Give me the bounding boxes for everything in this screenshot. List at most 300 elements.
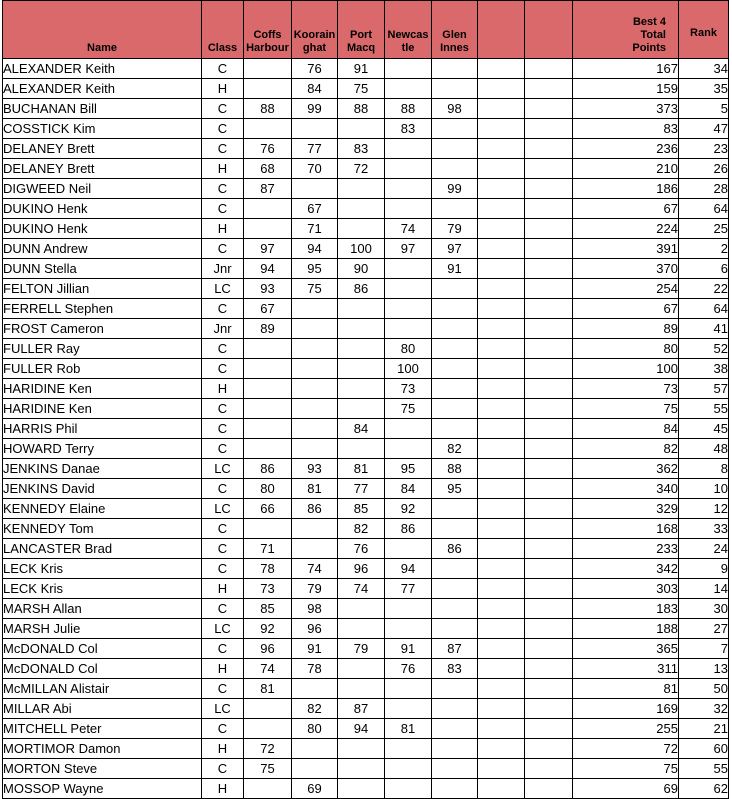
cell-rank: 47 xyxy=(679,119,729,139)
cell-name: MARSH Allan xyxy=(3,599,202,619)
cell-port-macq xyxy=(338,599,385,619)
cell-empty-2 xyxy=(525,139,573,159)
cell-glen-innes xyxy=(432,119,478,139)
cell-koorainghat: 82 xyxy=(292,699,338,719)
cell-empty-1 xyxy=(478,479,525,499)
table-row xyxy=(3,239,729,259)
cell-glen-innes: 87 xyxy=(432,639,478,659)
cell-class: H xyxy=(202,219,244,239)
cell-newcastle xyxy=(385,319,432,339)
header-empty-1 xyxy=(478,1,525,59)
cell-newcastle xyxy=(385,179,432,199)
cell-port-macq: 76 xyxy=(338,539,385,559)
results-table xyxy=(2,0,729,799)
cell-port-macq: 75 xyxy=(338,79,385,99)
cell-coffs-harbour xyxy=(244,219,292,239)
cell-class: H xyxy=(202,379,244,399)
cell-class: C xyxy=(202,199,244,219)
cell-rank: 12 xyxy=(679,499,729,519)
cell-rank: 34 xyxy=(679,59,729,79)
cell-port-macq xyxy=(338,619,385,639)
cell-coffs-harbour: 86 xyxy=(244,459,292,479)
table-row xyxy=(3,539,729,559)
cell-total-points: 183 xyxy=(573,599,679,619)
cell-empty-1 xyxy=(478,759,525,779)
cell-empty-1 xyxy=(478,299,525,319)
cell-newcastle: 76 xyxy=(385,659,432,679)
cell-rank: 8 xyxy=(679,459,729,479)
cell-total-points: 82 xyxy=(573,439,679,459)
cell-newcastle: 83 xyxy=(385,119,432,139)
cell-rank: 32 xyxy=(679,699,729,719)
cell-name: DIGWEED Neil xyxy=(3,179,202,199)
cell-empty-2 xyxy=(525,619,573,639)
cell-glen-innes xyxy=(432,679,478,699)
cell-empty-1 xyxy=(478,559,525,579)
table-row xyxy=(3,159,729,179)
cell-port-macq xyxy=(338,739,385,759)
cell-empty-2 xyxy=(525,419,573,439)
cell-koorainghat: 91 xyxy=(292,639,338,659)
cell-name: LECK Kris xyxy=(3,579,202,599)
cell-glen-innes: 82 xyxy=(432,439,478,459)
table-row xyxy=(3,79,729,99)
cell-port-macq: 96 xyxy=(338,559,385,579)
cell-glen-innes xyxy=(432,299,478,319)
cell-glen-innes xyxy=(432,79,478,99)
cell-newcastle: 94 xyxy=(385,559,432,579)
cell-glen-innes xyxy=(432,719,478,739)
cell-name: BUCHANAN Bill xyxy=(3,99,202,119)
cell-port-macq: 90 xyxy=(338,259,385,279)
cell-empty-1 xyxy=(478,699,525,719)
cell-coffs-harbour: 87 xyxy=(244,179,292,199)
cell-koorainghat: 71 xyxy=(292,219,338,239)
cell-coffs-harbour: 68 xyxy=(244,159,292,179)
table-row xyxy=(3,199,729,219)
cell-rank: 2 xyxy=(679,239,729,259)
cell-empty-2 xyxy=(525,599,573,619)
cell-total-points: 303 xyxy=(573,579,679,599)
table-row xyxy=(3,479,729,499)
cell-name: MORTON Steve xyxy=(3,759,202,779)
cell-empty-2 xyxy=(525,199,573,219)
cell-koorainghat: 76 xyxy=(292,59,338,79)
cell-name: DELANEY Brett xyxy=(3,139,202,159)
cell-total-points: 83 xyxy=(573,119,679,139)
header-newcas-line-1: Newcas xyxy=(387,29,429,41)
cell-class: LC xyxy=(202,459,244,479)
cell-rank: 14 xyxy=(679,579,729,599)
cell-name: McDONALD Col xyxy=(3,659,202,679)
table-row xyxy=(3,379,729,399)
cell-class: C xyxy=(202,119,244,139)
cell-rank: 52 xyxy=(679,339,729,359)
cell-empty-2 xyxy=(525,739,573,759)
cell-empty-2 xyxy=(525,439,573,459)
cell-glen-innes xyxy=(432,159,478,179)
cell-coffs-harbour: 89 xyxy=(244,319,292,339)
table-row xyxy=(3,139,729,159)
cell-empty-2 xyxy=(525,519,573,539)
cell-empty-2 xyxy=(525,499,573,519)
table-row xyxy=(3,619,729,639)
cell-empty-2 xyxy=(525,679,573,699)
cell-newcastle xyxy=(385,739,432,759)
cell-koorainghat: 96 xyxy=(292,619,338,639)
cell-port-macq xyxy=(338,199,385,219)
cell-empty-1 xyxy=(478,779,525,799)
header-class: Class xyxy=(202,1,244,59)
cell-empty-2 xyxy=(525,279,573,299)
cell-empty-2 xyxy=(525,639,573,659)
cell-name: FELTON Jillian xyxy=(3,279,202,299)
cell-koorainghat xyxy=(292,339,338,359)
cell-koorainghat: 70 xyxy=(292,159,338,179)
cell-glen-innes xyxy=(432,359,478,379)
cell-port-macq xyxy=(338,179,385,199)
cell-empty-1 xyxy=(478,159,525,179)
cell-koorainghat: 69 xyxy=(292,779,338,799)
cell-glen-innes xyxy=(432,619,478,639)
table-row xyxy=(3,639,729,659)
cell-name: KENNEDY Elaine xyxy=(3,499,202,519)
cell-rank: 33 xyxy=(679,519,729,539)
cell-glen-innes xyxy=(432,599,478,619)
cell-rank: 26 xyxy=(679,159,729,179)
header-rank: Rank xyxy=(679,1,729,59)
cell-total-points: 89 xyxy=(573,319,679,339)
cell-koorainghat: 94 xyxy=(292,239,338,259)
cell-class: C xyxy=(202,239,244,259)
cell-empty-1 xyxy=(478,179,525,199)
cell-empty-2 xyxy=(525,99,573,119)
table-header xyxy=(3,1,729,59)
table-row xyxy=(3,359,729,379)
cell-name: JENKINS David xyxy=(3,479,202,499)
cell-rank: 55 xyxy=(679,399,729,419)
table-row xyxy=(3,119,729,139)
cell-class: LC xyxy=(202,619,244,639)
cell-total-points: 188 xyxy=(573,619,679,639)
cell-empty-1 xyxy=(478,379,525,399)
cell-port-macq xyxy=(338,119,385,139)
cell-empty-2 xyxy=(525,159,573,179)
cell-port-macq xyxy=(338,219,385,239)
cell-total-points: 236 xyxy=(573,139,679,159)
cell-rank: 25 xyxy=(679,219,729,239)
cell-coffs-harbour xyxy=(244,519,292,539)
cell-glen-innes xyxy=(432,519,478,539)
cell-total-points: 391 xyxy=(573,239,679,259)
cell-port-macq: 88 xyxy=(338,99,385,119)
cell-total-points: 67 xyxy=(573,199,679,219)
cell-name: HARIDINE Ken xyxy=(3,399,202,419)
cell-coffs-harbour xyxy=(244,399,292,419)
cell-port-macq: 100 xyxy=(338,239,385,259)
cell-name: MOSSOP Wayne xyxy=(3,779,202,799)
cell-rank: 22 xyxy=(679,279,729,299)
cell-port-macq xyxy=(338,679,385,699)
cell-class: Jnr xyxy=(202,259,244,279)
cell-empty-1 xyxy=(478,499,525,519)
cell-glen-innes xyxy=(432,399,478,419)
cell-newcastle xyxy=(385,59,432,79)
cell-coffs-harbour: 71 xyxy=(244,539,292,559)
cell-empty-2 xyxy=(525,759,573,779)
cell-coffs-harbour xyxy=(244,379,292,399)
cell-glen-innes xyxy=(432,699,478,719)
cell-empty-2 xyxy=(525,119,573,139)
cell-class: C xyxy=(202,339,244,359)
cell-newcastle xyxy=(385,139,432,159)
header-glen-innes xyxy=(432,1,478,59)
cell-newcastle: 80 xyxy=(385,339,432,359)
cell-class: C xyxy=(202,599,244,619)
cell-rank: 23 xyxy=(679,139,729,159)
cell-name: FULLER Ray xyxy=(3,339,202,359)
cell-newcastle xyxy=(385,679,432,699)
header-name: Name xyxy=(3,1,202,59)
cell-class: LC xyxy=(202,499,244,519)
cell-empty-1 xyxy=(478,679,525,699)
cell-rank: 6 xyxy=(679,259,729,279)
cell-port-macq xyxy=(338,439,385,459)
cell-rank: 35 xyxy=(679,79,729,99)
cell-koorainghat: 81 xyxy=(292,479,338,499)
cell-glen-innes xyxy=(432,59,478,79)
cell-rank: 13 xyxy=(679,659,729,679)
header-coffs-harbour xyxy=(244,1,292,59)
cell-name: DUKINO Henk xyxy=(3,219,202,239)
cell-name: JENKINS Danae xyxy=(3,459,202,479)
cell-port-macq: 77 xyxy=(338,479,385,499)
cell-coffs-harbour: 76 xyxy=(244,139,292,159)
cell-newcastle: 91 xyxy=(385,639,432,659)
cell-class: C xyxy=(202,179,244,199)
cell-coffs-harbour xyxy=(244,59,292,79)
cell-empty-1 xyxy=(478,739,525,759)
cell-total-points: 210 xyxy=(573,159,679,179)
cell-empty-1 xyxy=(478,599,525,619)
header-port-macq xyxy=(338,1,385,59)
cell-class: C xyxy=(202,539,244,559)
cell-class: C xyxy=(202,679,244,699)
cell-name: COSSTICK Kim xyxy=(3,119,202,139)
cell-newcastle: 95 xyxy=(385,459,432,479)
cell-total-points: 69 xyxy=(573,779,679,799)
cell-total-points: 373 xyxy=(573,99,679,119)
table-body xyxy=(3,59,729,799)
cell-coffs-harbour: 96 xyxy=(244,639,292,659)
cell-rank: 41 xyxy=(679,319,729,339)
cell-coffs-harbour: 94 xyxy=(244,259,292,279)
table-row xyxy=(3,579,729,599)
cell-coffs-harbour xyxy=(244,199,292,219)
cell-port-macq: 91 xyxy=(338,59,385,79)
cell-total-points: 186 xyxy=(573,179,679,199)
cell-port-macq: 81 xyxy=(338,459,385,479)
cell-class: H xyxy=(202,79,244,99)
cell-koorainghat xyxy=(292,679,338,699)
cell-coffs-harbour xyxy=(244,699,292,719)
cell-total-points: 255 xyxy=(573,719,679,739)
cell-total-points: 67 xyxy=(573,299,679,319)
cell-port-macq: 86 xyxy=(338,279,385,299)
table-row xyxy=(3,499,729,519)
cell-class: C xyxy=(202,719,244,739)
cell-rank: 5 xyxy=(679,99,729,119)
cell-class: C xyxy=(202,519,244,539)
cell-rank: 57 xyxy=(679,379,729,399)
cell-rank: 45 xyxy=(679,419,729,439)
header-koorain-line-1: Koorain xyxy=(293,29,336,41)
table-row xyxy=(3,659,729,679)
table-row xyxy=(3,339,729,359)
header-points-line-1: Best 4 xyxy=(632,16,666,28)
cell-koorainghat xyxy=(292,359,338,379)
cell-newcastle xyxy=(385,199,432,219)
cell-total-points: 370 xyxy=(573,259,679,279)
table-row xyxy=(3,299,729,319)
cell-coffs-harbour: 74 xyxy=(244,659,292,679)
cell-empty-2 xyxy=(525,259,573,279)
cell-name: FROST Cameron xyxy=(3,319,202,339)
table-row xyxy=(3,459,729,479)
table-row xyxy=(3,399,729,419)
cell-empty-1 xyxy=(478,79,525,99)
cell-name: DUKINO Henk xyxy=(3,199,202,219)
header-newcas-line-2: tle xyxy=(401,42,415,54)
cell-newcastle xyxy=(385,539,432,559)
cell-koorainghat: 75 xyxy=(292,279,338,299)
cell-class: H xyxy=(202,159,244,179)
cell-coffs-harbour: 73 xyxy=(244,579,292,599)
cell-empty-2 xyxy=(525,539,573,559)
cell-empty-2 xyxy=(525,339,573,359)
cell-coffs-harbour xyxy=(244,339,292,359)
cell-class: C xyxy=(202,439,244,459)
cell-rank: 60 xyxy=(679,739,729,759)
cell-koorainghat: 98 xyxy=(292,599,338,619)
cell-glen-innes: 91 xyxy=(432,259,478,279)
cell-coffs-harbour: 93 xyxy=(244,279,292,299)
cell-glen-innes: 88 xyxy=(432,459,478,479)
cell-glen-innes xyxy=(432,379,478,399)
cell-koorainghat xyxy=(292,179,338,199)
cell-name: HARIDINE Ken xyxy=(3,379,202,399)
header-koorain-line-2: ghat xyxy=(302,42,327,54)
cell-name: McDONALD Col xyxy=(3,639,202,659)
table-row xyxy=(3,739,729,759)
cell-empty-2 xyxy=(525,699,573,719)
cell-glen-innes: 79 xyxy=(432,219,478,239)
cell-rank: 38 xyxy=(679,359,729,379)
cell-empty-1 xyxy=(478,119,525,139)
cell-empty-1 xyxy=(478,359,525,379)
cell-empty-2 xyxy=(525,79,573,99)
cell-port-macq: 79 xyxy=(338,639,385,659)
cell-empty-2 xyxy=(525,779,573,799)
table-row xyxy=(3,179,729,199)
cell-newcastle: 100 xyxy=(385,359,432,379)
cell-newcastle: 74 xyxy=(385,219,432,239)
cell-empty-1 xyxy=(478,199,525,219)
cell-port-macq xyxy=(338,759,385,779)
cell-newcastle xyxy=(385,419,432,439)
cell-glen-innes xyxy=(432,419,478,439)
cell-empty-1 xyxy=(478,439,525,459)
cell-koorainghat xyxy=(292,439,338,459)
table-row xyxy=(3,779,729,799)
cell-empty-2 xyxy=(525,399,573,419)
cell-koorainghat: 86 xyxy=(292,499,338,519)
cell-glen-innes xyxy=(432,499,478,519)
cell-empty-1 xyxy=(478,639,525,659)
cell-total-points: 329 xyxy=(573,499,679,519)
cell-coffs-harbour xyxy=(244,419,292,439)
cell-name: FULLER Rob xyxy=(3,359,202,379)
cell-rank: 27 xyxy=(679,619,729,639)
cell-class: H xyxy=(202,579,244,599)
cell-koorainghat: 78 xyxy=(292,659,338,679)
cell-total-points: 340 xyxy=(573,479,679,499)
cell-koorainghat: 93 xyxy=(292,459,338,479)
cell-coffs-harbour xyxy=(244,779,292,799)
cell-name: KENNEDY Tom xyxy=(3,519,202,539)
cell-koorainghat xyxy=(292,419,338,439)
cell-coffs-harbour: 80 xyxy=(244,479,292,499)
cell-glen-innes xyxy=(432,339,478,359)
table-row xyxy=(3,219,729,239)
cell-port-macq: 87 xyxy=(338,699,385,719)
cell-newcastle: 88 xyxy=(385,99,432,119)
cell-glen-innes xyxy=(432,559,478,579)
cell-port-macq xyxy=(338,299,385,319)
cell-class: H xyxy=(202,739,244,759)
table-row xyxy=(3,519,729,539)
cell-name: ALEXANDER Keith xyxy=(3,59,202,79)
cell-empty-2 xyxy=(525,179,573,199)
header-newcastle xyxy=(385,1,432,59)
cell-empty-1 xyxy=(478,59,525,79)
cell-glen-innes xyxy=(432,779,478,799)
cell-empty-1 xyxy=(478,319,525,339)
cell-newcastle xyxy=(385,279,432,299)
cell-class: C xyxy=(202,399,244,419)
cell-rank: 64 xyxy=(679,299,729,319)
cell-koorainghat xyxy=(292,759,338,779)
header-port-line-2: Macq xyxy=(346,42,376,54)
cell-glen-innes: 83 xyxy=(432,659,478,679)
cell-class: C xyxy=(202,99,244,119)
cell-glen-innes: 95 xyxy=(432,479,478,499)
cell-total-points: 72 xyxy=(573,739,679,759)
cell-newcastle xyxy=(385,619,432,639)
cell-class: Jnr xyxy=(202,319,244,339)
cell-coffs-harbour: 85 xyxy=(244,599,292,619)
cell-empty-1 xyxy=(478,519,525,539)
cell-empty-1 xyxy=(478,419,525,439)
cell-newcastle: 84 xyxy=(385,479,432,499)
cell-class: C xyxy=(202,299,244,319)
cell-empty-2 xyxy=(525,379,573,399)
header-empty-2 xyxy=(525,1,573,59)
cell-total-points: 75 xyxy=(573,759,679,779)
header-row xyxy=(3,1,729,59)
cell-newcastle: 86 xyxy=(385,519,432,539)
cell-total-points: 168 xyxy=(573,519,679,539)
